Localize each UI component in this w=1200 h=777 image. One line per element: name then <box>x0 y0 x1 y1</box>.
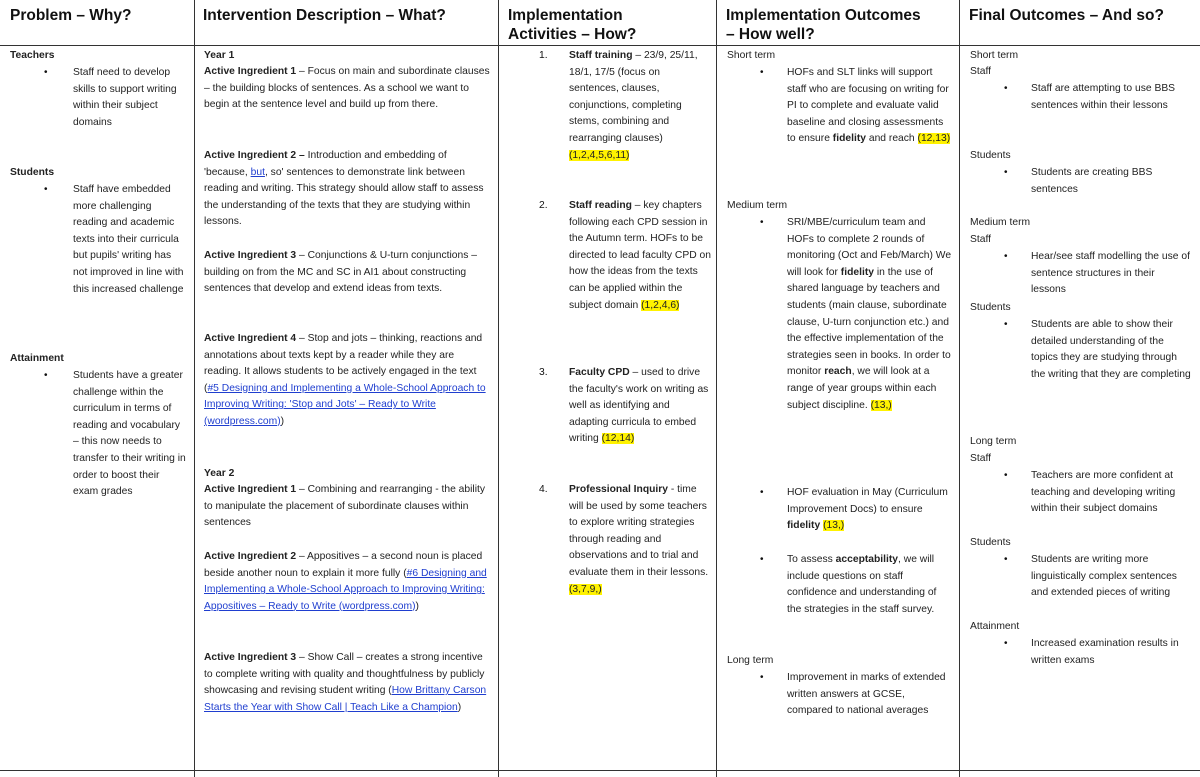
ai-label: Active Ingredient 2 <box>204 551 297 562</box>
header-impl-outcomes-line2: – How well? <box>726 26 815 43</box>
activity-staff-reading <box>569 198 711 314</box>
impl-long-term-heading: Long term <box>727 655 774 666</box>
y2-active-ingredient-3 <box>204 650 492 716</box>
activity-label: Faculty CPD <box>569 367 630 378</box>
ai-text: ) <box>415 600 419 612</box>
activity-staff-training <box>569 48 711 164</box>
problem-attainment-title: Attainment <box>10 353 64 364</box>
ai-label: Active Ingredient 1 <box>204 66 297 77</box>
reach-word: reach <box>824 366 852 378</box>
column-divider <box>716 0 717 777</box>
bullet-icon: • <box>1004 251 1008 262</box>
activity-number: 4. <box>539 484 548 495</box>
final-mt-staff-bullet: Hear/see staff modelling the use of sentence structures in their lessons <box>1031 251 1190 296</box>
ai-label: Active Ingredient 4 <box>204 333 297 344</box>
header-activities-line2: Activities – How? <box>508 26 637 43</box>
impl-medium-term-bullet-3 <box>787 552 953 618</box>
impl-medium-term-bullet-1 <box>787 215 953 414</box>
final-lt-staff-label: Staff <box>970 453 991 464</box>
bottom-border <box>0 770 1200 771</box>
final-short-term-heading: Short term <box>970 50 1019 61</box>
outcome-text: HOFs and SLT links will support staff who are focusing on writing for PI to complete and evaluate valid baseline and closing assessments to ensure <box>787 67 949 145</box>
final-st-students-label: Students <box>970 150 1011 161</box>
final-st-students-bullet: Students are creating BBS sentences <box>1031 167 1153 195</box>
evidence-tag: (12,14) <box>601 433 635 445</box>
y2-active-ingredient-2 <box>204 549 492 615</box>
bullet-icon: • <box>760 672 764 683</box>
bullet-icon: • <box>1004 554 1008 565</box>
bullet-icon: • <box>760 217 764 228</box>
problem-attainment-bullet: Students have a greater challenge within the curriculum in terms of reading and vocabulary – this now needs to transfer to their writing in order to boost their exam grades <box>73 370 186 498</box>
year2-heading: Year 2 <box>204 468 235 479</box>
y1-active-ingredient-1 <box>204 64 492 114</box>
ai-text: ) <box>280 415 285 427</box>
evidence-tag: (13,) <box>823 520 845 532</box>
ai-text: Introduction and embedding of 'because, <box>204 150 447 178</box>
header-impl-outcomes-line1: Implementation Outcomes <box>726 7 921 24</box>
problem-students-bullet: Staff have embedded more challenging reading and academic texts into their curricula but pupils' writing has not improved in line with this increased challenge <box>73 184 184 295</box>
bullet-icon: • <box>1004 319 1008 330</box>
fidelity-word: fidelity <box>840 266 874 278</box>
outcome-text: SRI/MBE/curriculum team and HOFs to complete 2 rounds of monitoring (Oct and Feb/March) We will look for <box>787 217 952 278</box>
year1-heading: Year 1 <box>204 50 235 61</box>
final-lt-attainment-label: Attainment <box>970 621 1020 632</box>
ai-text: – Focus on main and subordinate clauses – the building blocks of sentences. As a school we want to begin at the sentence level and build up from there. <box>204 66 490 111</box>
outcome-text: To assess <box>787 554 836 565</box>
final-st-staff-label: Staff <box>970 66 991 77</box>
bullet-icon: • <box>760 67 764 78</box>
fidelity-word: fidelity <box>832 133 866 145</box>
activity-text: – key chapters following each CPD session in the Autumn term. HOFs to be directed to lead faculty CPD on how the ideas from the texts can be applied within the subject domain <box>569 200 711 311</box>
ai-label: Active Ingredient 3 <box>204 250 297 261</box>
ai-label: Active Ingredient 2 – <box>204 150 305 161</box>
ai-text: – Conjunctions & U-turn conjunctions – building on from the MC and SC in AI1 about constructing sentences that develop and extend ideas from texts. <box>204 250 477 295</box>
problem-teachers-bullet: Staff need to develop skills to support writing within their subject domains <box>73 67 177 128</box>
ai-text: – Combining and rearranging - the ability to manipulate the placement of subordinate clauses within sentences <box>204 484 486 529</box>
bullet-icon: • <box>44 184 48 195</box>
evidence-tag: (13,) <box>870 399 892 411</box>
header-final-outcomes: Final Outcomes – And so? <box>969 7 1164 24</box>
bullet-icon: • <box>760 554 764 565</box>
final-lt-students-label: Students <box>970 537 1011 548</box>
problem-teachers-title: Teachers <box>10 50 55 61</box>
fidelity-word: fidelity <box>787 520 821 532</box>
ai-label: Active Ingredient 1 <box>204 484 297 495</box>
evidence-tag: (1,2,4,6) <box>641 299 680 311</box>
impl-short-term-bullet <box>787 65 953 148</box>
final-st-staff-bullet: Staff are attempting to use BBS sentences within their lessons <box>1031 83 1176 111</box>
ai-text: , so' sentences to demonstrate link between reading and writing. This strategy should allow staff to assess the understanding of the texts that they are studying within lessons. <box>204 166 484 228</box>
activity-number: 1. <box>539 50 548 61</box>
evidence-tag: (1,2,4,5,6,11) <box>569 149 630 161</box>
activity-text: - time will be used by some teachers to explore writing strategies through reading and observations and to trial and evaluate them in their lessons. <box>569 484 709 578</box>
column-divider <box>194 0 195 777</box>
final-mt-staff-label: Staff <box>970 234 991 245</box>
activity-faculty-cpd <box>569 365 711 448</box>
ai-text: ) <box>457 701 462 713</box>
header-activities-line1: Implementation <box>508 7 623 24</box>
activity-label: Staff training <box>569 50 633 61</box>
bullet-icon: • <box>44 67 48 78</box>
activity-professional-inquiry <box>569 482 711 598</box>
bullet-icon: • <box>1004 638 1008 649</box>
acceptability-word: acceptability <box>835 554 899 565</box>
show-call-link[interactable]: How Brittany Carson Starts the Year with Show Call | Teach Like a Champion <box>204 685 487 713</box>
column-divider <box>959 0 960 777</box>
header-intervention: Intervention Description – What? <box>203 7 446 24</box>
y1-active-ingredient-2 <box>204 148 492 231</box>
but-word: but <box>250 166 265 178</box>
bullet-icon: • <box>1004 167 1008 178</box>
activity-text: – 23/9, 25/11, 18/1, 17/5 (focus on sentences, clauses, conjunctions, completing stems, combining and rearranging clauses) <box>569 50 698 144</box>
final-lt-attainment-bullet: Increased examination results in written exams <box>1031 638 1179 666</box>
outcome-text: and reach <box>865 133 918 145</box>
activity-text: – used to drive the faculty's work on writing as well as identifying and adapting curricula to embed writing <box>569 367 709 445</box>
ai-text: – Appositives – a second noun is placed beside another noun to explain it more fully ( <box>204 551 483 579</box>
outcome-text: , we will look at a range of year groups within each subject discipline. <box>787 366 937 411</box>
header-problem: Problem – Why? <box>10 7 132 24</box>
activity-number: 2. <box>539 200 548 211</box>
ai-text: – Stop and jots – thinking, reactions and annotations about texts kept by a reader while they are reading. It allows students to be actively engaged in the text ( <box>204 333 483 394</box>
problem-students-title: Students <box>10 167 55 178</box>
final-mt-students-label: Students <box>970 302 1011 313</box>
final-lt-staff-bullet: Teachers are more confident at teaching and developing writing within their subject domains <box>1031 470 1176 515</box>
header-divider <box>0 45 1200 46</box>
bullet-icon: • <box>44 370 48 381</box>
bullet-icon: • <box>1004 83 1008 94</box>
appositives-link[interactable]: #6 Designing and Implementing a Whole-School Approach to Improving Writing: Appositives – Ready to Write (wordpress.com) <box>204 567 487 612</box>
stop-and-jots-link[interactable]: #5 Designing and Implementing a Whole-School Approach to Improving Writing: 'Stop and Jots' – Ready to Write (wordpress.com) <box>204 382 486 427</box>
impl-medium-term-bullet-2 <box>787 485 953 535</box>
final-long-term-heading: Long term <box>970 436 1017 447</box>
y1-active-ingredient-3 <box>204 248 492 298</box>
impl-short-term-heading: Short term <box>727 50 776 61</box>
column-divider <box>498 0 499 777</box>
impl-long-term-bullet: Improvement in marks of extended written answers at GCSE, compared to national averages <box>787 672 946 717</box>
outcome-text: , we will include questions on staff confidence and understanding of the strategies in the staff survey. <box>787 554 937 615</box>
final-lt-students-bullet: Students are writing more linguistically complex sentences and extended pieces of writing <box>1031 554 1177 599</box>
final-medium-term-heading: Medium term <box>970 217 1031 228</box>
bullet-icon: • <box>760 487 764 498</box>
activity-label: Staff reading <box>569 200 632 211</box>
ai-text: – Show Call – creates a strong incentive to complete writing with quality and thoughtfulness by publicly showcasing and revising student writing ( <box>204 652 485 697</box>
impl-medium-term-heading: Medium term <box>727 200 788 211</box>
y2-active-ingredient-1 <box>204 482 492 532</box>
activity-number: 3. <box>539 367 548 378</box>
outcome-text: in the use of shared language by teachers and students (main clause, subordinate clause, U-turn conjunction etc.) and the effective implementation of the strategies seen in books. In order to monitor <box>787 266 951 378</box>
y1-active-ingredient-4 <box>204 331 492 431</box>
evidence-tag: (12,13) <box>917 133 951 145</box>
evidence-tag: (3,7,9,) <box>569 583 602 595</box>
activity-label: Professional Inquiry <box>569 484 668 495</box>
final-mt-students-bullet: Students are able to show their detailed understanding of the topics they are studying through the writing that they are completing <box>1031 319 1191 380</box>
outcome-text: HOF evaluation in May (Curriculum Improvement Docs) to ensure <box>787 487 948 515</box>
ai-label: Active Ingredient 3 <box>204 652 297 663</box>
bullet-icon: • <box>1004 470 1008 481</box>
